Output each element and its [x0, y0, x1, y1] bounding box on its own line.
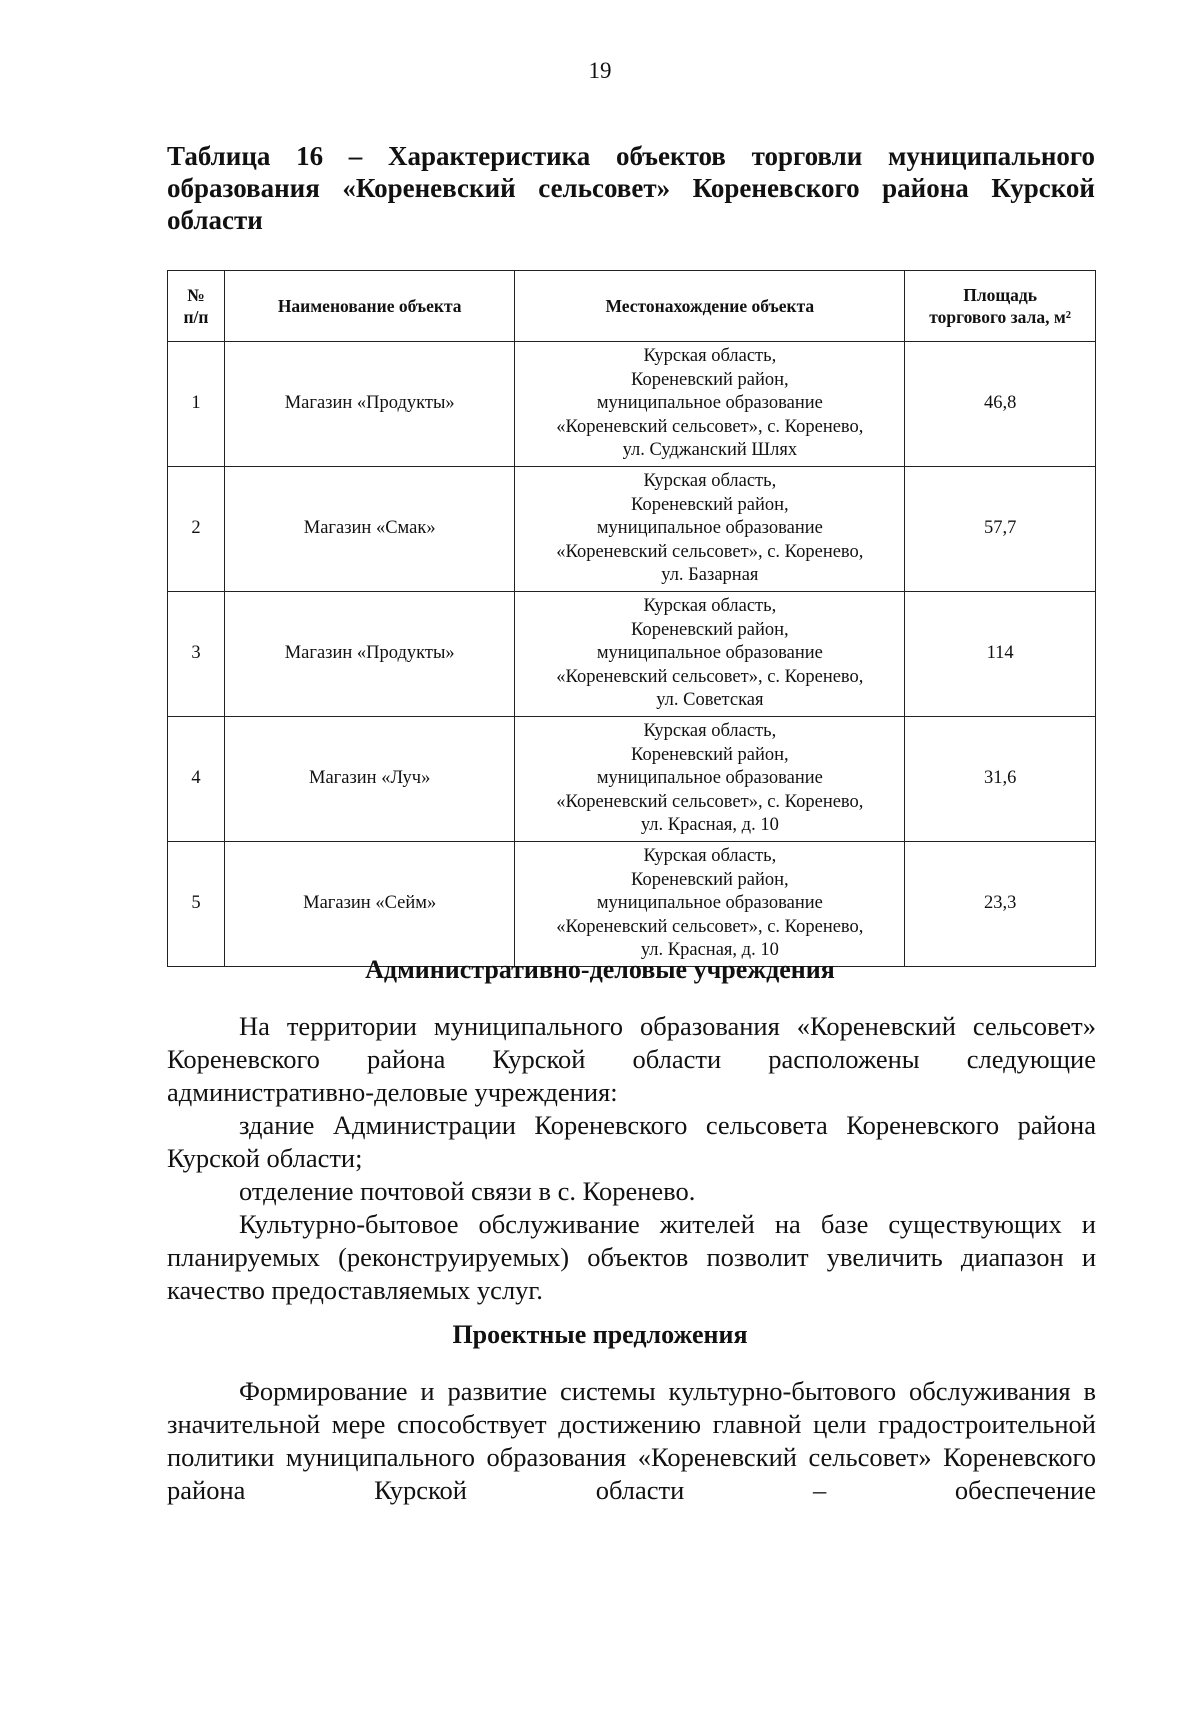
- table-caption: Таблица 16 – Характеристика объектов торговли муниципального образования «Кореневский сельсовет» Кореневского района Курской области: [167, 141, 1095, 235]
- location-line: «Кореневский сельсовет», с. Коренево,: [556, 541, 864, 562]
- table-header-row: [168, 271, 1096, 342]
- cell-area: 31,6: [905, 717, 1096, 842]
- paragraph-post-office: отделение почтовой связи в с. Коренево.: [239, 1176, 696, 1206]
- cell-area: 46,8: [905, 342, 1096, 467]
- trade-objects-table: [167, 270, 1096, 967]
- header-number-line2: п/п: [183, 307, 209, 327]
- location-line: Курская область,: [643, 846, 777, 867]
- location-line: Курская область,: [643, 471, 777, 492]
- location-line: ул. Базарная: [661, 565, 759, 586]
- location-line: Кореневский район,: [631, 744, 789, 765]
- cell-number: 1: [168, 342, 225, 467]
- location-line: «Кореневский сельсовет», с. Коренево,: [556, 791, 864, 812]
- paragraph-admin-intro: На территории муниципального образования «Кореневский сельсовет» Кореневского района Курской области расположены следующие административно-деловые учреждения:: [167, 1011, 1096, 1107]
- cell-number: 4: [168, 717, 225, 842]
- location-line: ул. Советская: [656, 690, 764, 711]
- header-number: [168, 271, 225, 342]
- cell-area: 57,7: [905, 467, 1096, 592]
- header-location: Местонахождение объекта: [515, 271, 905, 342]
- location-line: ул. Красная, д. 10: [640, 815, 779, 836]
- paragraph-cultural-service: Культурно-бытовое обслуживание жителей на базе существующих и планируемых (реконструируемых) объектов позволит увеличить диапазон и качество предоставляемых услуг.: [167, 1209, 1096, 1305]
- cell-name: Магазин «Луч»: [224, 717, 515, 842]
- header-name: Наименование объекта: [224, 271, 515, 342]
- location-line: Курская область,: [643, 596, 777, 617]
- cell-location: [515, 592, 905, 717]
- table-row: [168, 342, 1096, 467]
- location-line: муниципальное образование: [596, 768, 823, 789]
- location-line: Курская область,: [643, 346, 777, 367]
- table-row: [168, 717, 1096, 842]
- location-line: «Кореневский сельсовет», с. Коренево,: [556, 666, 864, 687]
- cell-name: Магазин «Продукты»: [224, 342, 515, 467]
- cell-location: [515, 842, 905, 967]
- section-heading-admin: Административно-деловые учреждения: [365, 955, 835, 984]
- location-line: муниципальное образование: [596, 393, 823, 414]
- location-line: Кореневский район,: [631, 619, 789, 640]
- cell-area: 23,3: [905, 842, 1096, 967]
- location-line: муниципальное образование: [596, 518, 823, 539]
- section-heading-proposals: Проектные предложения: [452, 1320, 748, 1349]
- location-line: «Кореневский сельсовет», с. Коренево,: [556, 916, 864, 937]
- cell-name: Магазин «Сейм»: [224, 842, 515, 967]
- table-row: [168, 842, 1096, 967]
- location-line: ул. Красная, д. 10: [640, 940, 779, 961]
- header-area: [905, 271, 1096, 342]
- location-line: «Кореневский сельсовет», с. Коренево,: [556, 416, 864, 437]
- cell-number: 2: [168, 467, 225, 592]
- location-line: ул. Суджанский Шлях: [622, 440, 798, 461]
- cell-name: Магазин «Смак»: [224, 467, 515, 592]
- location-line: Кореневский район,: [631, 494, 789, 515]
- location-line: Курская область,: [643, 721, 777, 742]
- cell-location: [515, 717, 905, 842]
- cell-location: [515, 342, 905, 467]
- table-row: [168, 592, 1096, 717]
- location-line: муниципальное образование: [596, 643, 823, 664]
- location-line: Кореневский район,: [631, 369, 789, 390]
- cell-location: [515, 467, 905, 592]
- cell-area: 114: [905, 592, 1096, 717]
- cell-number: 3: [168, 592, 225, 717]
- header-area-line1: Площадь: [963, 285, 1038, 305]
- location-line: Кореневский район,: [631, 869, 789, 890]
- paragraph-admin-building: здание Администрации Кореневского сельсовета Кореневского района Курской области;: [167, 1110, 1096, 1173]
- location-line: муниципальное образование: [596, 893, 823, 914]
- table-body: [168, 342, 1096, 967]
- header-number-line1: №: [187, 285, 205, 305]
- paragraph-proposals: Формирование и развитие системы культурно-бытового обслуживания в значительной мере способствует достижению главной цели градостроительной политики муниципального образования «Кореневский сельсовет» Кореневского района Курской области – обеспечение: [167, 1376, 1096, 1505]
- cell-name: Магазин «Продукты»: [224, 592, 515, 717]
- table-row: [168, 467, 1096, 592]
- page-number: 19: [588, 58, 612, 83]
- header-area-line2: торгового зала, м²: [929, 307, 1072, 327]
- cell-number: 5: [168, 842, 225, 967]
